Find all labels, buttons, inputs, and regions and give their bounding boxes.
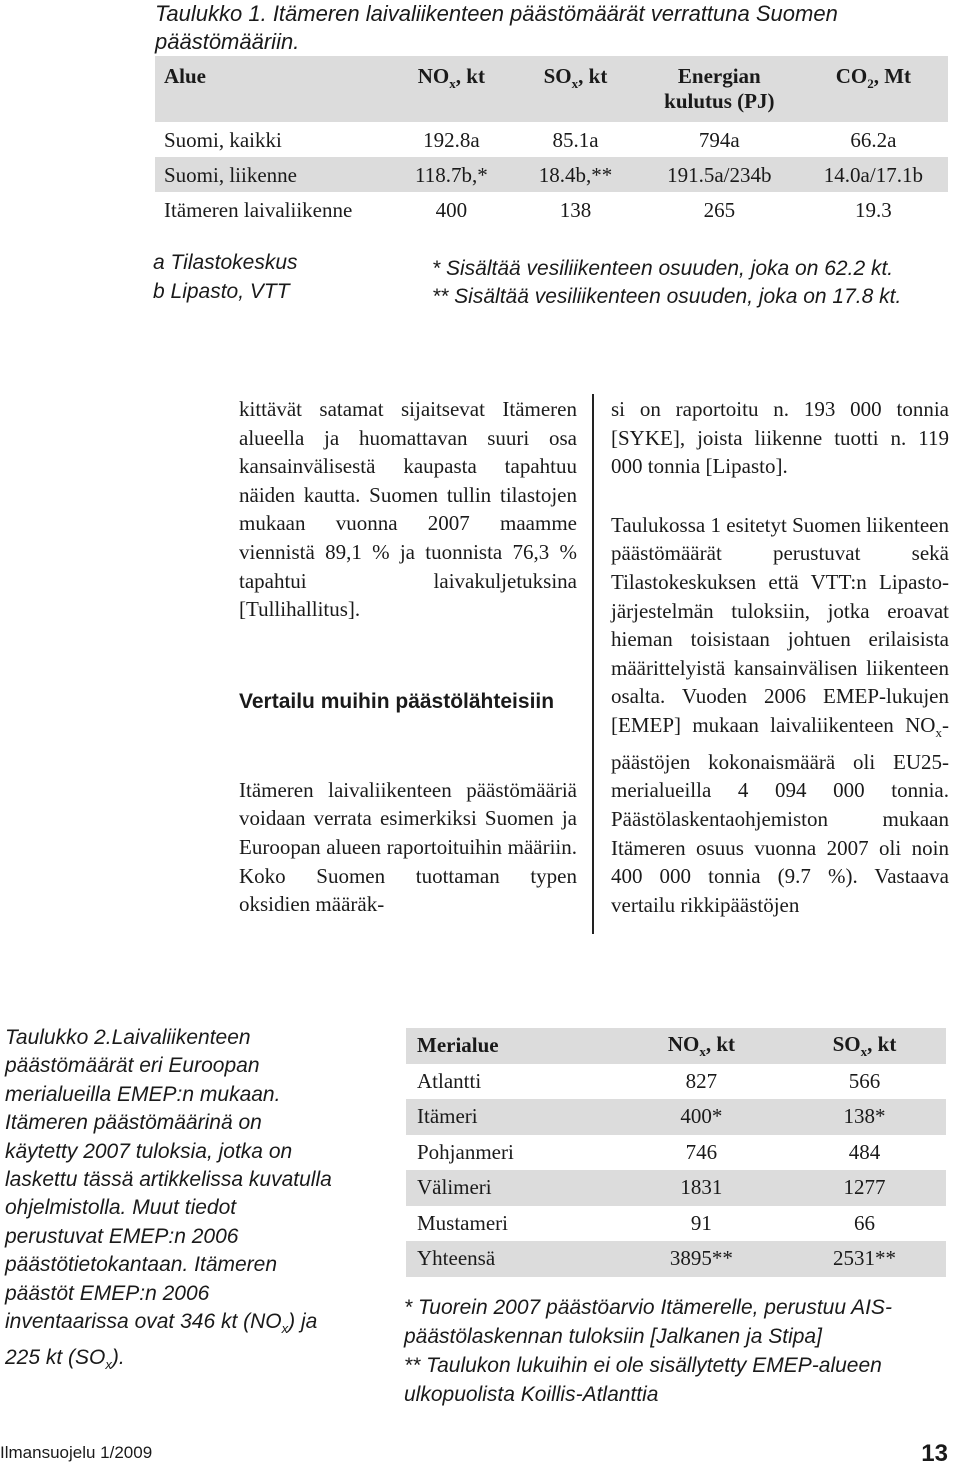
table-cell: 138	[559, 198, 592, 222]
table-row	[406, 1064, 946, 1100]
table-cell: 138*	[843, 1104, 886, 1129]
table1-caption: Taulukko 1. Itämeren laivaliikenteen päästömäärät verrattuna Suomen päästömääriin.	[155, 1, 838, 54]
paragraph: kittävät satamat sijaitsevat Itämeren alueella ja huomattavan suuri osa kansainvälisestä kaupasta tapahtuu näiden kautta. Suomen tullin tilastojen mukaan vuonna 2007 maamme viennistä 89,1 % ja tuonnista 76,3 % tapahtui laivakuljetuksina [Tullihallitus].	[239, 397, 577, 622]
table-row	[406, 1099, 946, 1135]
col-header-energy: Energian kulutus (PJ)	[664, 64, 775, 113]
table-header-row	[155, 56, 948, 122]
table-cell: 1831	[680, 1175, 723, 1200]
page-number: 13	[921, 1440, 948, 1467]
table-cell: 2531**	[832, 1246, 896, 1271]
col-header-nox: $NO_x$, kt	[667, 1031, 736, 1059]
table-header-row	[406, 1028, 946, 1064]
table-cell: Pohjanmeri	[417, 1139, 514, 1164]
col-header-sox: $SO_x$, kt	[832, 1031, 897, 1059]
col-header-merialue: Merialue	[417, 1033, 499, 1058]
table-cell: 3895**	[669, 1246, 733, 1271]
footnote-line: * Sisältää vesiliikenteen osuuden, joka on 62.2 kt.	[432, 257, 894, 280]
source-line: b Lipasto, VTT	[153, 280, 290, 303]
table-cell: 192.8a	[423, 128, 480, 152]
section-heading: Vertailu muihin päästölähteisiin	[239, 689, 555, 713]
table-cell: 566	[848, 1068, 881, 1093]
table-row	[155, 157, 948, 192]
table-row	[406, 1170, 946, 1206]
table-row	[406, 1135, 946, 1171]
table-cell: 265	[703, 198, 736, 222]
table-cell: 18.4b,**	[538, 163, 613, 187]
col-header-nox: $NO_x$, kt	[417, 64, 485, 92]
table-cell: 66	[853, 1210, 875, 1235]
table-row	[406, 1206, 946, 1242]
table-cell: 85.1a	[552, 128, 599, 152]
footnote-line: * Tuorein 2007 päästöarvio Itämerelle, perustuu AIS-päästölaskennan tuloksiin [Jalkanen ja Stipa]	[404, 1296, 892, 1348]
footnote-line: ** Taulukon lukuihin ei ole sisällytetty EMEP-alueen ulkopuolista Koillis-Atlanttia	[404, 1354, 882, 1406]
table-row	[406, 1241, 946, 1277]
table-cell: 827	[685, 1068, 718, 1093]
table2-caption: Taulukko 2.Laivaliikenteen päästömäärät eri Euroopan merialueilla EMEP:n mukaan. Itämeren päästömäärinä on käytetty 2007 tuloksia, jotka on laskettu tässä artikkelissa kuvatulla ohjelmistolla. Muut tiedot perustuvat EMEP:n 2006 päästötietokantaan. Itämeren päästöt EMEP:n 2006 inventaarissa ovat 346 kt $(NO_x)$ ja 225 kt $(SO_x)$.	[5, 1026, 332, 1372]
article-column-left	[239, 395, 577, 919]
col-header-co2: $CO_2$, Mt	[835, 64, 912, 92]
article-column-right	[611, 395, 949, 919]
paragraph: Taulukossa 1 esitetyt Suomen liikenteen päästömäärät perustuvat sekä Tilastokeskuksen että VTT:n Lipasto-järjestelmän tuloksiin, jotka eroavat hieman toisistaan johtuen erilaisista määrittelyistä kansainvälisen liikenteen osalta. Vuoden 2006 EMEP-lukujen [EMEP] mukaan laivaliikenteen $NO_x$-päästöjen kokonaismäärä oli EU25-merialueilla 4 094 000 tonnia. Päästölaskentaohjemiston mukaan Itämeren osuus vuonna 2007 oli noin 400 000 tonnia (9.7 %). Vastaava vertailu rikkipäästöjen	[611, 512, 949, 917]
table-cell: 118.7b,*	[415, 163, 488, 187]
col-header-sox: $SO_x$, kt	[543, 64, 608, 92]
table-cell: 191.5a/234b	[667, 163, 772, 187]
paragraph: Itämeren laivaliikenteen päästömääriä voidaan verrata esimerkiksi Suomen ja Euroopan alueen raportoituihin määriin. Koko Suomen tuottaman typen oksidien määräk-	[239, 777, 577, 917]
table-cell: Välimeri	[417, 1175, 492, 1200]
table-cell: Suomi, kaikki	[164, 128, 282, 152]
table1-footnotes	[432, 255, 952, 311]
source-line: a Tilastokeskus	[153, 251, 298, 274]
publication-name: Ilmansuojelu 1/2009	[0, 1443, 153, 1462]
table-cell: 66.2a	[850, 128, 897, 152]
table-cell: Itämeren laivaliikenne	[164, 198, 353, 222]
table1-sources	[153, 248, 353, 306]
col-header-alue: Alue	[164, 64, 206, 88]
column-divider	[592, 394, 594, 934]
table-cell: 19.3	[855, 198, 892, 222]
footnote-line: ** Sisältää vesiliikenteen osuuden, joka on 17.8 kt.	[432, 285, 902, 308]
paragraph: si on raportoitu n. 193 000 tonnia [SYKE], joista liikenne tuotti n. 119 000 tonnia [Lipasto].	[611, 397, 949, 479]
table-row	[155, 122, 948, 157]
table-cell: 400*	[680, 1104, 723, 1129]
table-cell: 746	[685, 1139, 718, 1164]
table-cell: Itämeri	[417, 1104, 478, 1129]
table-cell: 91	[690, 1210, 712, 1235]
table2-footnotes	[404, 1293, 954, 1409]
table-cell: 484	[848, 1139, 881, 1164]
emissions-table-2	[406, 1028, 946, 1277]
table-cell: Atlantti	[417, 1068, 482, 1093]
emissions-table-1	[155, 56, 948, 227]
table-cell: Suomi, liikenne	[164, 163, 297, 187]
table-cell: 400	[435, 198, 468, 222]
table-cell: Mustameri	[417, 1210, 508, 1235]
table-cell: 1277	[843, 1175, 886, 1200]
table-cell: 794a	[698, 128, 740, 152]
table-row	[155, 192, 948, 227]
table-cell: Yhteensä	[417, 1246, 496, 1271]
table-cell: 14.0a/17.1b	[823, 163, 923, 187]
